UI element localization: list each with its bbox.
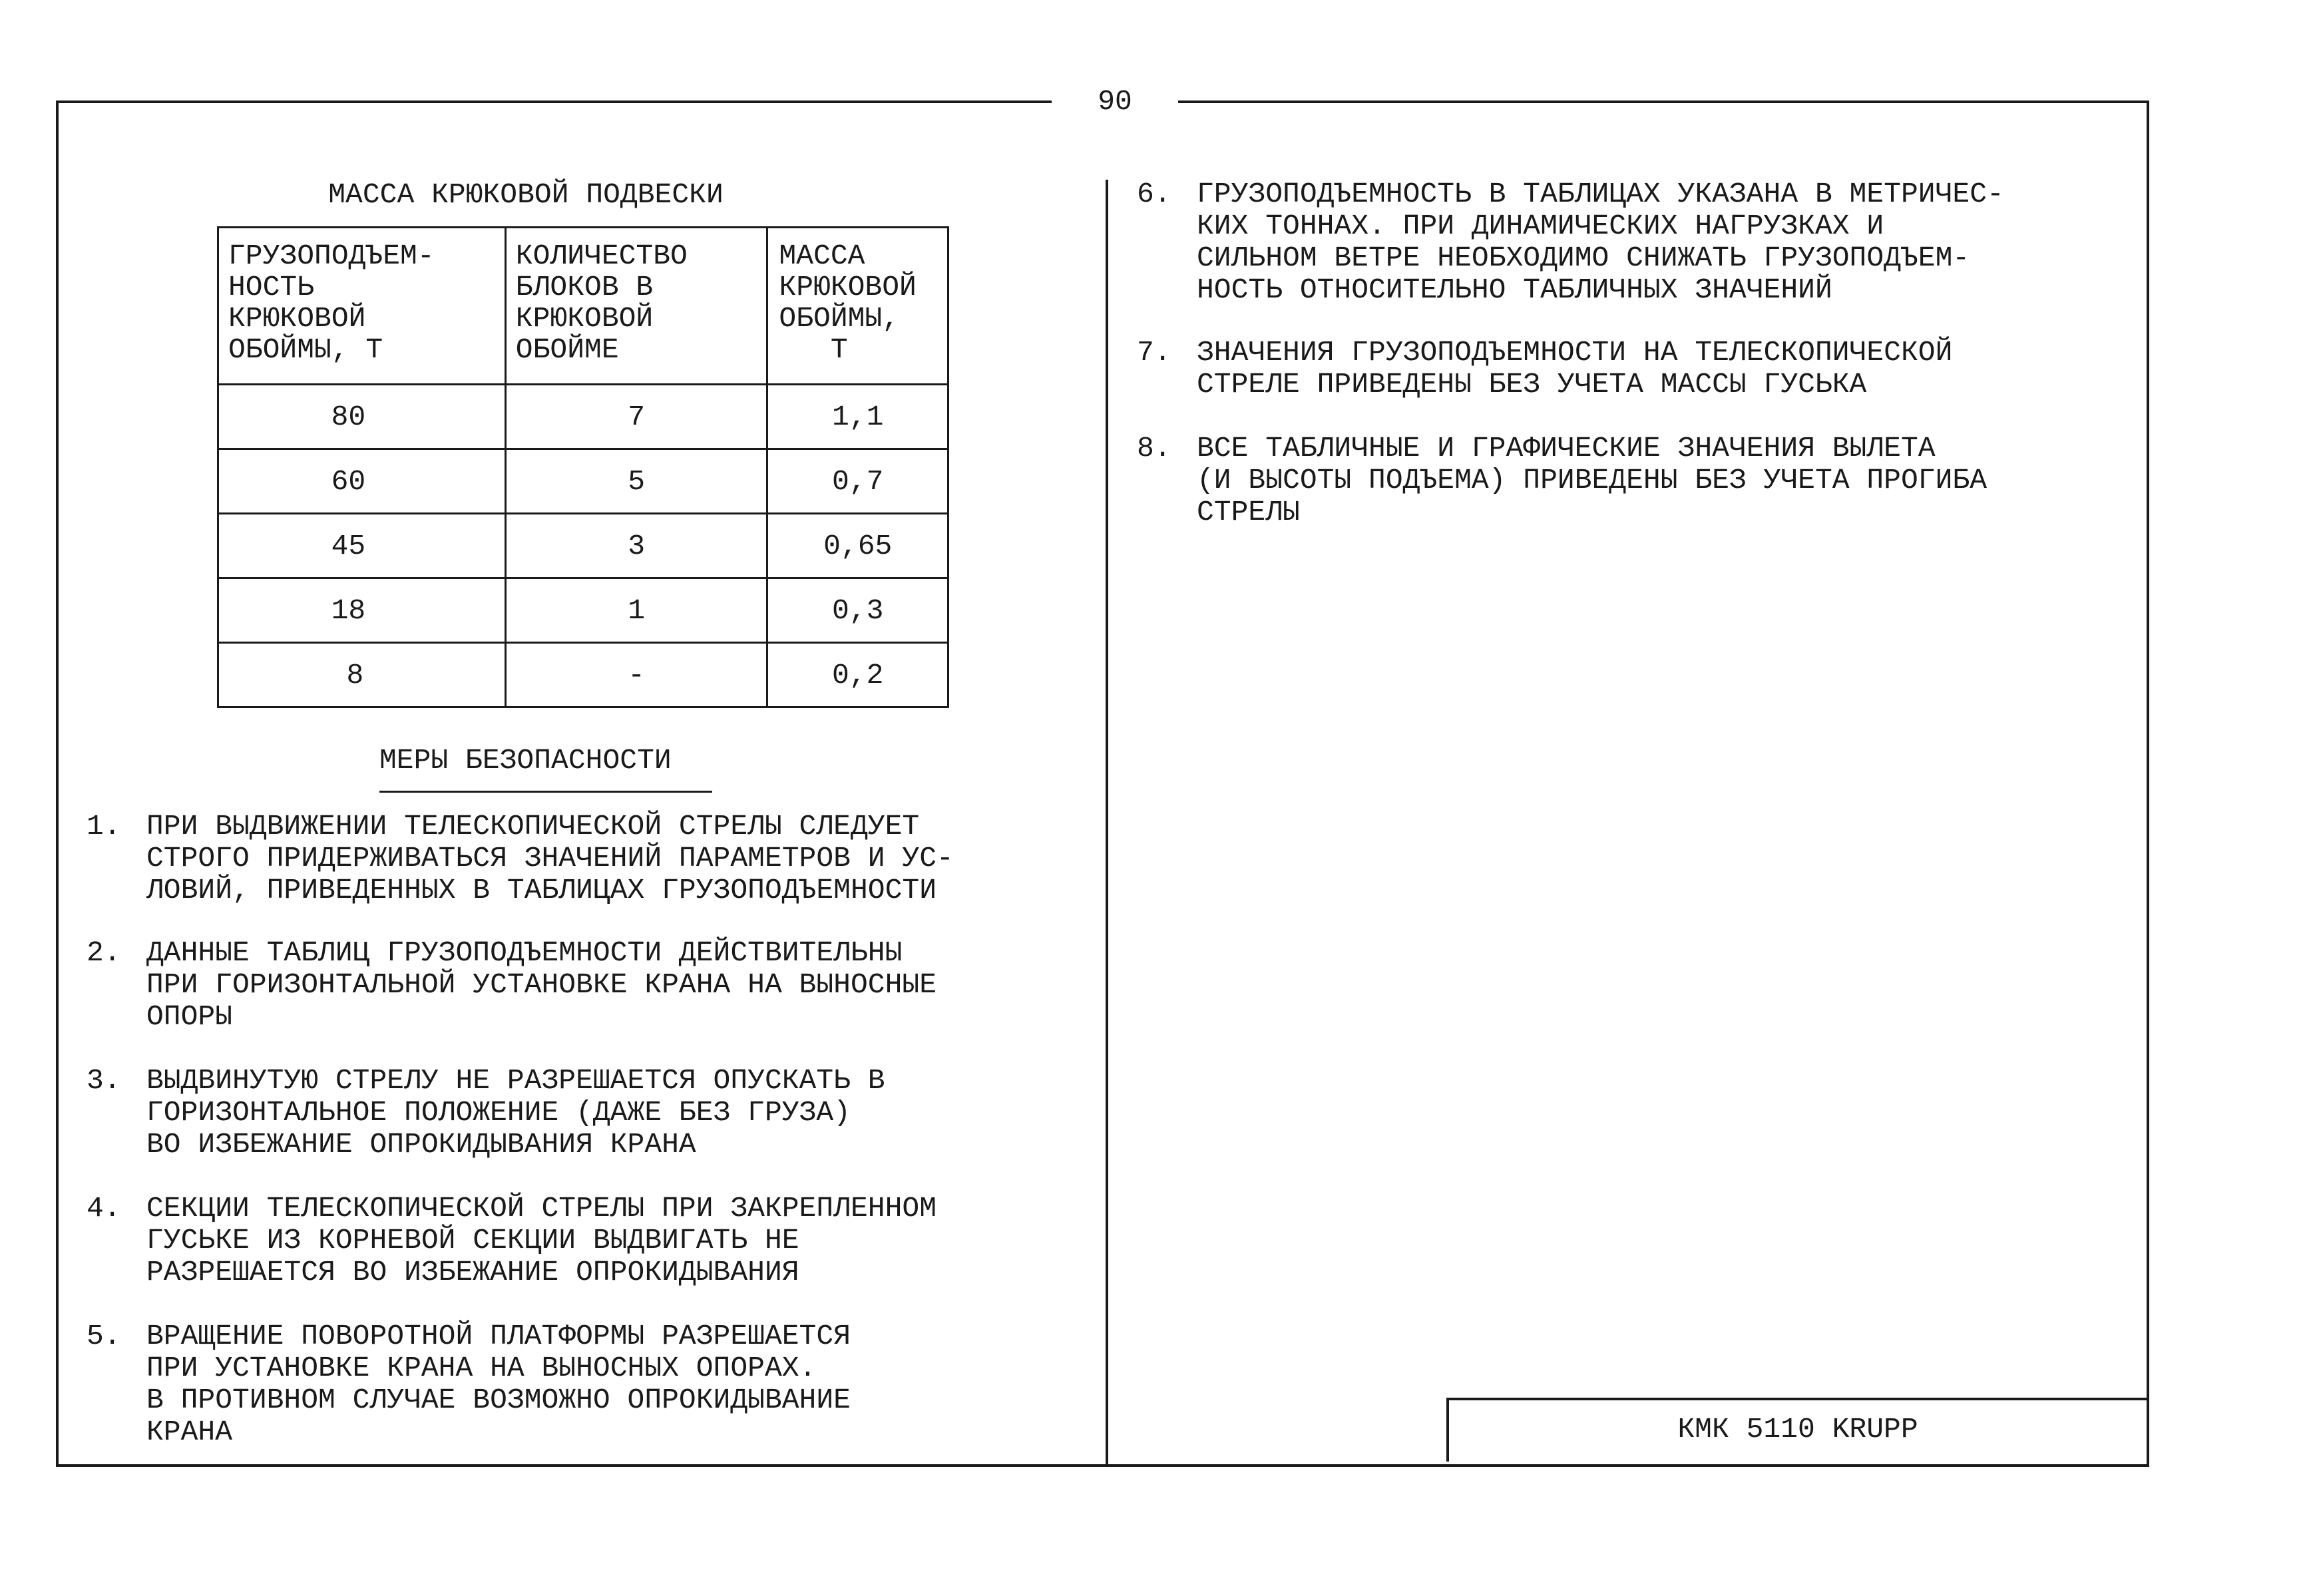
cell-blocks: 3 xyxy=(505,514,767,578)
table-row xyxy=(218,385,948,449)
cell-capacity: 8 xyxy=(218,643,506,707)
header-blocks-line: БЛОКОВ В xyxy=(515,271,654,303)
item-line: ВСЕ ТАБЛИЧНЫЕ И ГРАФИЧЕСКИЕ ЗНАЧЕНИЯ ВЫЛЕТА xyxy=(1197,432,1936,465)
safety-title: МЕРЫ БЕЗОПАСНОСТИ xyxy=(379,744,672,777)
item-line: СЕКЦИИ ТЕЛЕСКОПИЧЕСКОЙ СТРЕЛЫ ПРИ ЗАКРЕПЛЕННОМ xyxy=(146,1192,937,1225)
cell-capacity: 18 xyxy=(218,578,506,643)
cell-capacity: 60 xyxy=(218,449,506,514)
header-capacity-line: НОСТЬ xyxy=(228,271,315,303)
hook-mass-table xyxy=(217,226,949,708)
table-row xyxy=(218,578,948,643)
item-line: РАЗРЕШАЕТСЯ ВО ИЗБЕЖАНИЕ ОПРОКИДЫВАНИЯ xyxy=(146,1256,799,1289)
header-blocks-line: КРЮКОВОЙ xyxy=(515,302,654,335)
header-blocks-line: КОЛИЧЕСТВО xyxy=(515,240,688,272)
safety-title-underline xyxy=(379,791,712,793)
cell-mass: 0,3 xyxy=(767,578,948,643)
item-line: (И ВЫСОТЫ ПОДЪЕМА) ПРИВЕДЕНЫ БЕЗ УЧЕТА ПРОГИБА xyxy=(1197,464,1987,497)
item-number: 8. xyxy=(1137,432,1171,465)
table-header-row xyxy=(218,228,948,385)
cell-capacity: 80 xyxy=(218,385,506,449)
header-mass-line: ОБОЙМЫ, xyxy=(779,302,900,335)
item-line: ПРИ ВЫДВИЖЕНИИ ТЕЛЕСКОПИЧЕСКОЙ СТРЕЛЫ СЛЕДУЕТ xyxy=(146,810,920,843)
item-number: 6. xyxy=(1137,178,1171,210)
header-capacity xyxy=(218,228,506,385)
cell-mass: 0,7 xyxy=(767,449,948,514)
item-line: СТРЕЛЫ xyxy=(1197,496,1300,528)
item-line: ГУСЬКЕ ИЗ КОРНЕВОЙ СЕКЦИИ ВЫДВИГАТЬ НЕ xyxy=(146,1224,799,1257)
header-capacity-line: КРЮКОВОЙ xyxy=(228,302,366,335)
header-capacity-line: ГРУЗОПОДЪЕМ- xyxy=(228,240,435,272)
item-line: ЛОВИЙ, ПРИВЕДЕННЫХ В ТАБЛИЦАХ ГРУЗОПОДЪЕМНОСТИ xyxy=(146,874,937,906)
item-number: 7. xyxy=(1137,336,1171,369)
item-number: 5. xyxy=(87,1320,121,1352)
item-number: 2. xyxy=(87,936,121,969)
header-blocks-line: ОБОЙМЕ xyxy=(515,333,619,366)
cell-capacity: 45 xyxy=(218,514,506,578)
cell-mass: 0,65 xyxy=(767,514,948,578)
item-number: 4. xyxy=(87,1192,121,1225)
item-line: В ПРОТИВНОМ СЛУЧАЕ ВОЗМОЖНО ОПРОКИДЫВАНИЕ xyxy=(146,1384,851,1416)
item-line: СТРЕЛЕ ПРИВЕДЕНЫ БЕЗ УЧЕТА МАССЫ ГУСЬКА xyxy=(1197,368,1867,401)
header-blocks xyxy=(505,228,767,385)
cell-mass: 0,2 xyxy=(767,643,948,707)
item-line: ГОРИЗОНТАЛЬНОЕ ПОЛОЖЕНИЕ (ДАЖЕ БЕЗ ГРУЗА) xyxy=(146,1096,851,1129)
item-line: НОСТЬ ОТНОСИТЕЛЬНО ТАБЛИЧНЫХ ЗНАЧЕНИЙ xyxy=(1197,274,1832,306)
item-line: КИХ ТОННАХ. ПРИ ДИНАМИЧЕСКИХ НАГРУЗКАХ И xyxy=(1197,210,1884,242)
table-title: МАССА КРЮКОВОЙ ПОДВЕСКИ xyxy=(328,178,724,211)
item-line: ПРИ УСТАНОВКЕ КРАНА НА ВЫНОСНЫХ ОПОРАХ. xyxy=(146,1352,817,1384)
header-mass xyxy=(767,228,948,385)
header-mass-line: МАССА xyxy=(779,240,865,272)
item-line: ПРИ ГОРИЗОНТАЛЬНОЙ УСТАНОВКЕ КРАНА НА ВЫНОСНЫЕ xyxy=(146,968,937,1001)
cell-blocks: 5 xyxy=(505,449,767,514)
item-line: ВЫДВИНУТУЮ СТРЕЛУ НЕ РАЗРЕШАЕТСЯ ОПУСКАТЬ В xyxy=(146,1064,885,1097)
item-line: СТРОГО ПРИДЕРЖИВАТЬСЯ ЗНАЧЕНИЙ ПАРАМЕТРОВ И УС- xyxy=(146,842,954,875)
item-line: ВРАЩЕНИЕ ПОВОРОТНОЙ ПЛАТФОРМЫ РАЗРЕШАЕТСЯ xyxy=(146,1320,851,1352)
header-mass-line: КРЮКОВОЙ xyxy=(779,271,917,303)
page-number: 90 xyxy=(1052,84,1178,120)
cell-blocks: - xyxy=(505,643,767,707)
header-mass-line: Т xyxy=(779,333,848,366)
item-line: СИЛЬНОМ ВЕТРЕ НЕОБХОДИМО СНИЖАТЬ ГРУЗОПОДЪЕМ- xyxy=(1197,242,1970,274)
item-number: 3. xyxy=(87,1064,121,1097)
cell-blocks: 7 xyxy=(505,385,767,449)
cell-mass: 1,1 xyxy=(767,385,948,449)
item-line: ЗНАЧЕНИЯ ГРУЗОПОДЪЕМНОСТИ НА ТЕЛЕСКОПИЧЕСКОЙ xyxy=(1197,336,1953,369)
table-row xyxy=(218,449,948,514)
title-block-stamp: КМК 5110 KRUPP xyxy=(1446,1398,2147,1462)
item-line: ДАННЫЕ ТАБЛИЦ ГРУЗОПОДЪЕМНОСТИ ДЕЙСТВИТЕЛЬНЫ xyxy=(146,936,903,969)
item-line: ВО ИЗБЕЖАНИЕ ОПРОКИДЫВАНИЯ КРАНА xyxy=(146,1128,696,1161)
header-capacity-line: ОБОЙМЫ, Т xyxy=(228,333,383,366)
item-line: КРАНА xyxy=(146,1416,233,1448)
table-row xyxy=(218,643,948,707)
item-line: ГРУЗОПОДЪЕМНОСТЬ В ТАБЛИЦАХ УКАЗАНА В МЕТРИЧЕС- xyxy=(1197,178,2004,210)
cell-blocks: 1 xyxy=(505,578,767,643)
item-number: 1. xyxy=(87,810,121,843)
item-line: ОПОРЫ xyxy=(146,1000,233,1033)
table-row xyxy=(218,514,948,578)
